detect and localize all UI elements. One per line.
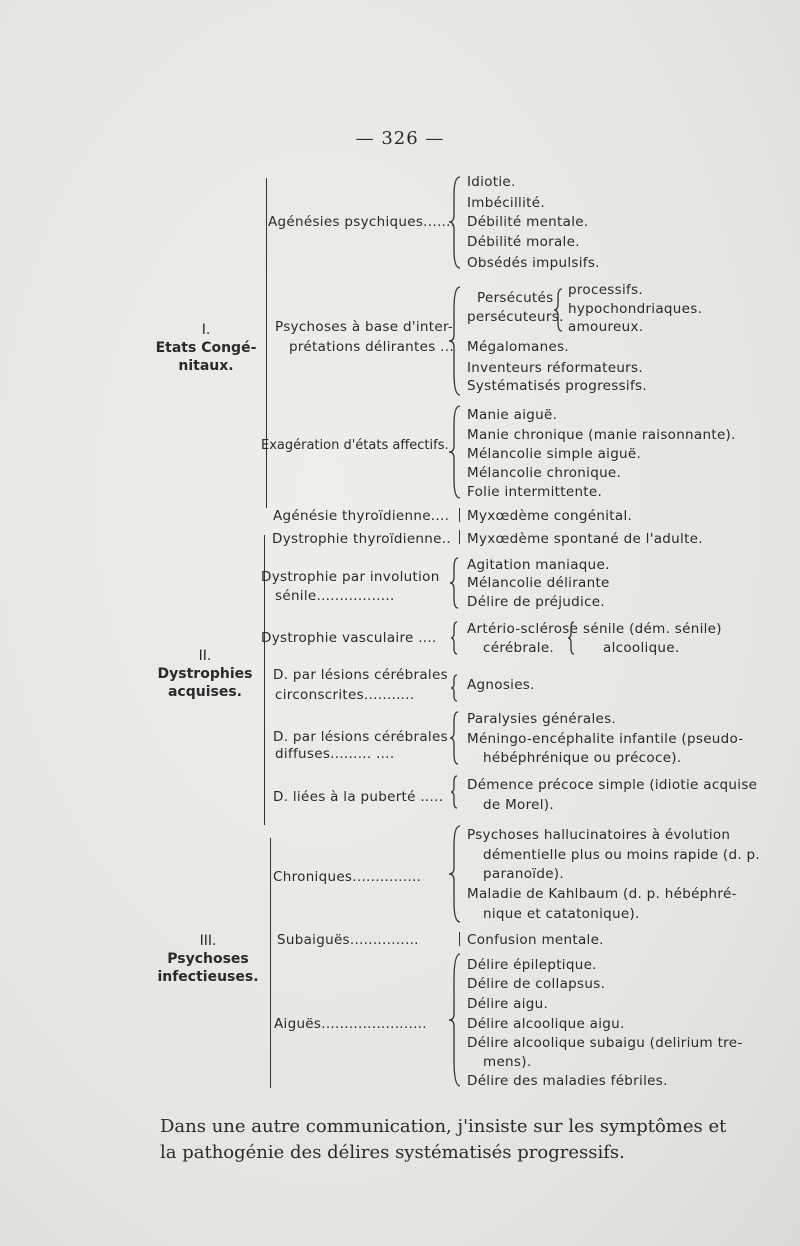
- line: D. par lésions cérébrales: [273, 667, 448, 683]
- brace-involution: [450, 556, 462, 610]
- line: amoureux.: [568, 319, 644, 335]
- line: Agénésie thyroïdienne....: [273, 508, 450, 524]
- brace-affectifs: [450, 404, 464, 500]
- line: Persécutés: [477, 290, 554, 306]
- line: Délire alcoolique aigu.: [467, 1016, 625, 1032]
- line: Subaiguës...............: [277, 932, 419, 948]
- group-2-label: Dystrophies acquises.: [157, 666, 253, 700]
- line: alcoolique.: [603, 640, 680, 656]
- brace-group-3: [270, 838, 271, 1088]
- line: D. liées à la puberté .....: [273, 789, 444, 805]
- group-1-label: Etats Congé- nitaux.: [155, 340, 257, 374]
- line: Agitation maniaque.: [467, 557, 610, 573]
- line: de Morel).: [483, 797, 554, 813]
- line: hypochondriaques.: [568, 301, 703, 317]
- line: Mélancolie délirante: [467, 575, 610, 591]
- line: mens).: [483, 1054, 532, 1070]
- line: Dystrophie par involution: [261, 569, 440, 585]
- group-1-number: I.: [201, 322, 211, 338]
- page-number: — 326 —: [355, 128, 445, 149]
- group-3-number: III.: [199, 933, 217, 949]
- line: processifs.: [568, 282, 644, 298]
- line: Obsédés impulsifs.: [467, 255, 600, 271]
- line: Chroniques...............: [273, 869, 422, 885]
- line: Maladie de Kahlbaum (d. p. hébéphré-: [467, 886, 737, 902]
- brace-vasculaire: [450, 620, 460, 656]
- line: Systématisés progressifs.: [467, 378, 647, 394]
- line: Délire des maladies fébriles.: [467, 1073, 668, 1089]
- line: prétations délirantes ...: [289, 339, 454, 355]
- line: Méningo-encéphalite infantile (pseudo-: [467, 731, 744, 747]
- line: Débilité morale.: [467, 234, 580, 250]
- line: Exagération d'états affectifs.: [261, 438, 449, 453]
- line: persécuteurs.: [467, 309, 564, 325]
- footer-line-1: Dans une autre communication, j'insiste sur les symptômes et: [160, 1116, 727, 1137]
- line: Débilité mentale.: [467, 214, 589, 230]
- brace-diffuses: [450, 710, 462, 766]
- group-2-number: II.: [198, 648, 212, 664]
- brace-aigues: [450, 952, 464, 1088]
- line: Démence précoce simple (idiotie acquise: [467, 777, 758, 793]
- line: Aiguës.......................: [274, 1016, 427, 1032]
- line: Inventeurs réformateurs.: [467, 360, 643, 376]
- line: Mélancolie chronique.: [467, 465, 622, 481]
- line: Dystrophie thyroïdienne..: [272, 531, 451, 547]
- footer-line-2: la pathogénie des délires systématisés progressifs.: [160, 1142, 625, 1163]
- line: Manie aiguë.: [467, 407, 558, 423]
- brace-circonscrites: [450, 673, 460, 703]
- line: Dystrophie vasculaire ....: [261, 630, 437, 646]
- line: Agnosies.: [467, 677, 535, 693]
- line: Artério-sclérose: [467, 621, 579, 637]
- brace-chroniques: [450, 824, 464, 924]
- line: Manie chronique (manie raisonnante).: [467, 427, 736, 443]
- bar-thyro-1: [459, 508, 460, 522]
- line: Myxœdème spontané de l'adulte.: [467, 531, 703, 547]
- line: sénile (dém. sénile): [583, 621, 722, 637]
- line: Myxœdème congénital.: [467, 508, 633, 524]
- line: cérébrale.: [483, 640, 555, 656]
- line: sénile.................: [275, 588, 395, 604]
- line: Délire aigu.: [467, 996, 549, 1012]
- group-1: [152, 321, 260, 375]
- bar-thyro-2: [459, 530, 460, 544]
- line: Agénésies psychiques.......: [268, 214, 456, 230]
- line: Folie intermittente.: [467, 484, 603, 500]
- group-3: [146, 932, 270, 986]
- line: Idiotie.: [467, 174, 516, 190]
- line: diffuses......... ....: [275, 746, 395, 762]
- bar-subaigues: [459, 932, 460, 946]
- group-2: [150, 647, 260, 701]
- line: paranoïde).: [483, 866, 564, 882]
- line: Mélancolie simple aiguë.: [467, 446, 642, 462]
- line: hébéphrénique ou précoce).: [483, 750, 682, 766]
- line: Confusion mentale.: [467, 932, 604, 948]
- line: démentielle plus ou moins rapide (d. p.: [483, 847, 760, 863]
- line: Paralysies générales.: [467, 711, 617, 727]
- line: Délire épileptique.: [467, 957, 597, 973]
- group-3-label: Psychoses infectieuses.: [157, 951, 259, 985]
- line: Mégalomanes.: [467, 339, 570, 355]
- line: nique et catatonique).: [483, 906, 640, 922]
- line: Psychoses à base d'inter-: [275, 319, 454, 335]
- line: circonscrites...........: [275, 687, 415, 703]
- line: Délire alcoolique subaigu (delirium tre-: [467, 1035, 743, 1051]
- line: Délire de préjudice.: [467, 594, 605, 610]
- line: D. par lésions cérébrales: [273, 729, 448, 745]
- line: Délire de collapsus.: [467, 976, 606, 992]
- brace-puberte: [450, 774, 460, 810]
- brace-group-1: [266, 178, 267, 508]
- line: Imbécillité.: [467, 195, 545, 211]
- line: Psychoses hallucinatoires à évolution: [467, 827, 731, 843]
